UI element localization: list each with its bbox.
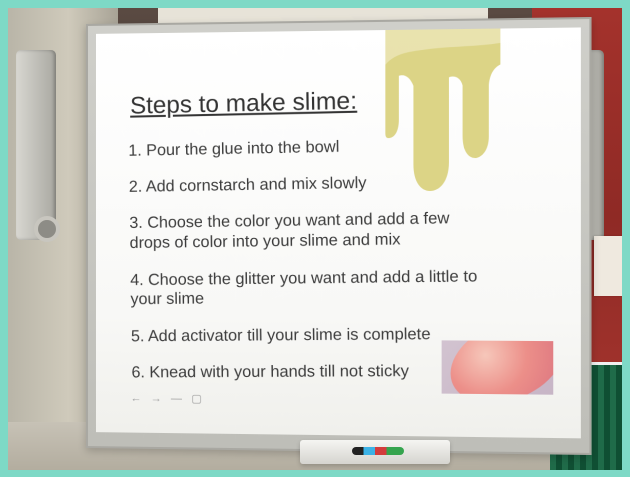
- interactive-whiteboard: [86, 17, 592, 455]
- left-speaker: [16, 50, 56, 240]
- slide-title: Steps to make slime:: [129, 87, 358, 120]
- slide-navigation: [130, 391, 203, 405]
- steps-list: [128, 135, 491, 400]
- slime-image: [442, 340, 554, 394]
- step-3: 3. Choose the color you want and add a few drops of color into your slime and mix: [129, 210, 450, 252]
- step-2: 2. Add cornstarch and mix slowly: [128, 174, 367, 197]
- forward-arrow-icon[interactable]: →: [150, 392, 162, 405]
- slime-blob: [442, 340, 554, 394]
- speaker-knob: [38, 220, 56, 238]
- step-5: 5. Add activator till your slime is complete: [130, 326, 431, 346]
- whiteboard-screen: [96, 27, 581, 438]
- wall-paper: [594, 236, 622, 296]
- pen-tray: [300, 440, 450, 464]
- classroom-photo: [8, 8, 622, 470]
- step-6: 6. Knead with your hands till not sticky: [131, 363, 410, 382]
- marker-pens: [352, 447, 404, 455]
- pen-icon[interactable]: —: [170, 392, 182, 405]
- back-arrow-icon[interactable]: ←: [130, 391, 142, 405]
- step-1: 1. Pour the glue into the bowl: [128, 138, 340, 160]
- toolbar-icon[interactable]: ▢: [191, 393, 202, 406]
- step-4: 4. Choose the glitter you want and add a little to your slime: [130, 267, 478, 309]
